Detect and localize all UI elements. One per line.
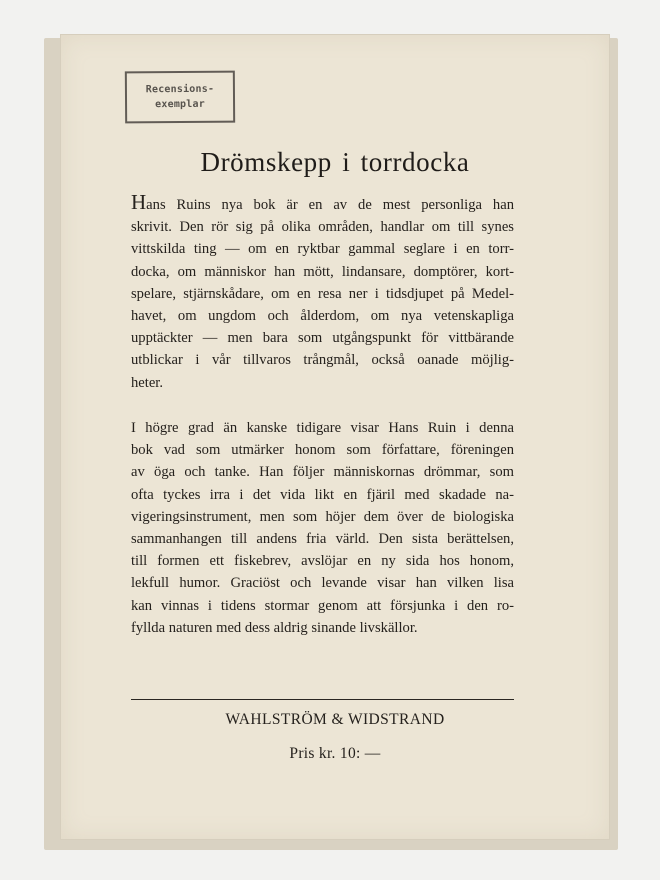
dropcap: H: [131, 190, 147, 214]
book-back-cover: [60, 34, 610, 840]
text-line: havet, om ungdom och ålderdom, om nya vetenskapliga: [131, 308, 514, 325]
stamp-line-1: Recensions-: [145, 83, 215, 96]
blurb-paragraph-1: [131, 191, 514, 394]
divider-rule: [131, 699, 514, 700]
price-label: Pris kr. 10: —: [289, 745, 381, 762]
book-title: Drömskepp i torrdocka: [200, 147, 470, 177]
publisher-name: WAHLSTRÖM & WIDSTRAND: [225, 711, 445, 728]
text-line: av öga och tanke. Han följer människornas drömmar, som: [131, 464, 514, 481]
text-line: I högre grad än kanske tidigare visar Hans Ruin i denna: [131, 420, 514, 436]
text-line: Hans Ruins nya bok är en av de mest personliga han: [131, 190, 514, 214]
text-line: fyllda naturen med dess aldrig sinande livskällor.: [131, 619, 418, 636]
text-line: vigeringsinstrument, men som höjer dem över de biologiska: [131, 508, 514, 525]
text-line: bok vad som utmärker honom som författare, föreningen: [131, 442, 514, 459]
text-line: kan vinnas i tidens stormar genom att försjunka i den ro-: [131, 597, 514, 614]
text-line: docka, om människor han mött, lindansare, domptörer, kort-: [131, 263, 514, 280]
stamp-line-2: exemplar: [155, 98, 205, 111]
text-line: vittskilda ting — om en ryktbar gammal seglare i en torr-: [131, 241, 514, 258]
text-line: upptäckter — men bara som utgångspunkt för vittbärande: [131, 330, 514, 347]
text-line: sammanhangen till andens fria värld. Den sista berättelsen,: [131, 531, 514, 548]
text-line: spelare, stjärnskådare, om en resa ner i tidsdjupet på Medel-: [131, 285, 514, 302]
text-line: skrivit. Den rör sig på olika områden, handlar om till synes: [131, 219, 514, 236]
text-line: heter.: [131, 374, 164, 391]
text-line: lekfull humor. Graciöst och levande visar han vilken lisa: [131, 575, 514, 592]
review-copy-stamp: [125, 71, 235, 124]
blurb-paragraph-2: [131, 417, 514, 639]
text-line: utblickar i vår tillvaros trångmål, också oanade möjlig-: [131, 352, 514, 369]
text-line: till formen ett fiskebrev, avslöjar en ny sida hos honom,: [131, 553, 514, 570]
text-line: ofta tyckes irra i det vida likt en fjäril med skadade na-: [131, 486, 514, 503]
